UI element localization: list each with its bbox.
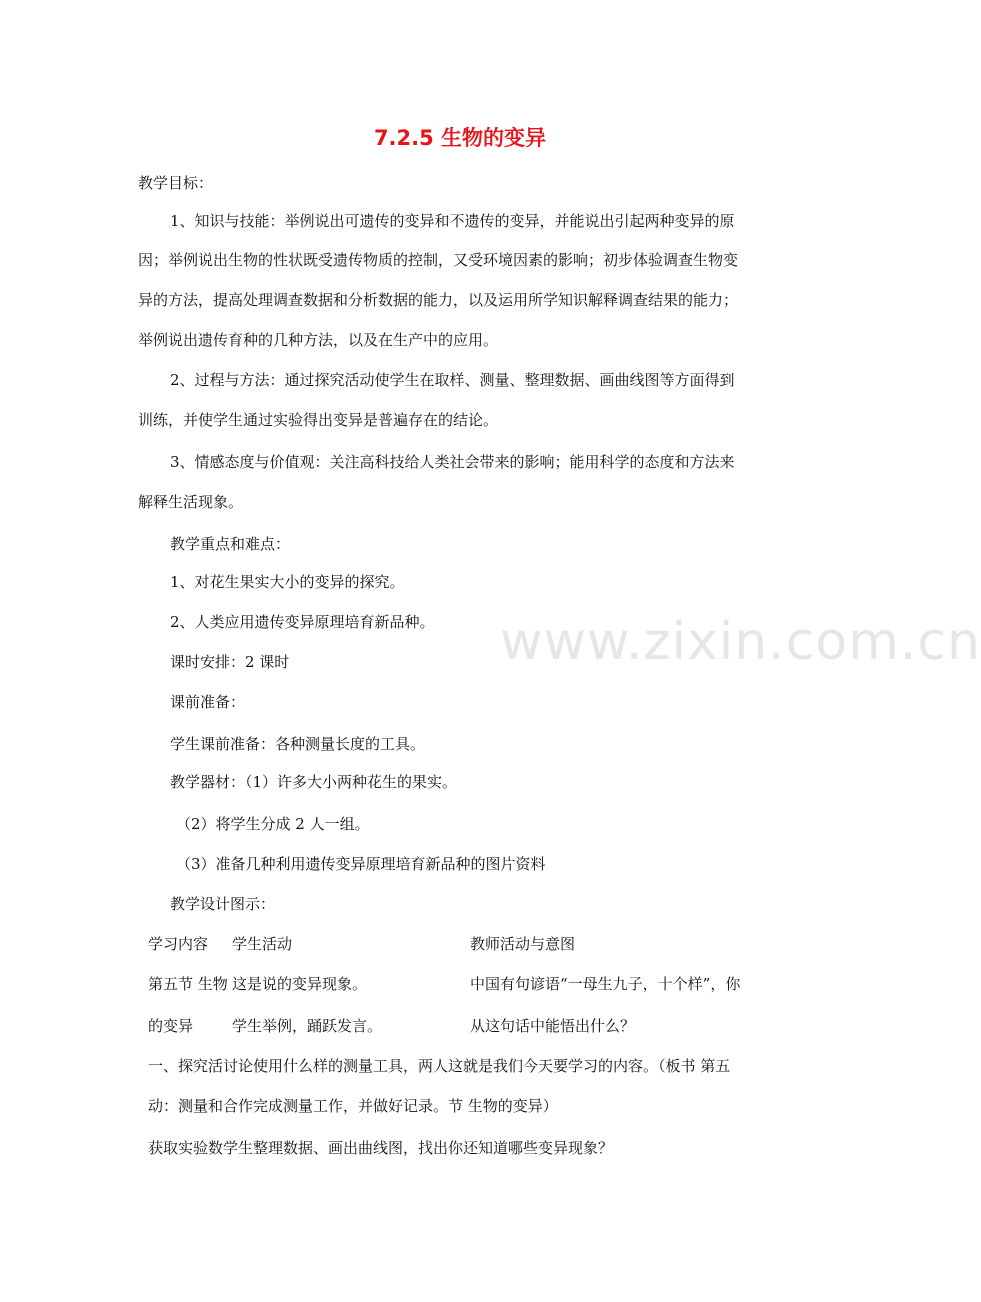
section-heading-key-points: 教学重点和难点：: [170, 535, 291, 553]
paragraph-line: （2）将学生分成 2 人一组。: [176, 815, 370, 833]
list-item: 1、对花生果实大小的变异的探究。: [170, 573, 405, 591]
section-heading-objectives: 教学目标：: [138, 174, 214, 192]
table-cell: 这是说的变异现象。: [232, 975, 368, 993]
table-header-cell: 学习内容: [148, 935, 209, 953]
table-cell: 从这句话中能悟出什么？: [470, 1017, 636, 1035]
paragraph-line: 异的方法，提高处理调查数据和分析数据的能力，以及运用所学知识解释调查结果的能力；: [138, 291, 739, 309]
schedule-line: 课时安排：2 课时: [170, 653, 290, 671]
paragraph-line: 举例说出遗传育种的几种方法，以及在生产中的应用。: [138, 331, 499, 349]
table-header-cell: 教师活动与意图: [470, 935, 576, 953]
section-heading-preparation: 课前准备：: [170, 693, 246, 711]
document-title: 7.2.5 生物的变异: [373, 126, 547, 150]
watermark: www.zixin.com.cn: [500, 612, 981, 672]
paragraph-line: 训练，并使学生通过实验得出变异是普遍存在的结论。: [138, 411, 499, 429]
paragraph-line: 2、过程与方法：通过探究活动使学生在取样、测量、整理数据、画曲线图等方面得到: [170, 371, 735, 389]
paragraph-line: （3）准备几种利用遗传变异原理培育新品种的图片资料: [176, 855, 546, 873]
table-cell: 学生举例，踊跃发言。: [232, 1017, 383, 1035]
paragraph-line: 3、情感态度与价值观：关注高科技给人类社会带来的影响；能用科学的态度和方法来: [170, 453, 735, 471]
paragraph-line: 教学器材：（1）许多大小两种花生的果实。: [170, 773, 458, 791]
paragraph-line: 因；举例说出生物的性状既受遗传物质的控制，又受环境因素的影响；初步体验调查生物变: [138, 251, 739, 269]
paragraph-line: 解释生活现象。: [138, 493, 244, 511]
table-row-text: 动：测量和合作完成测量工作，并做好记录。节 生物的变异）: [148, 1097, 558, 1115]
table-row-text: 获取实验数学生整理数据、画出曲线图，找出你还知道哪些变异现象？: [148, 1139, 614, 1157]
table-cell: 的变异: [148, 1017, 194, 1035]
table-cell: 第五节 生物: [148, 975, 228, 993]
paragraph-line: 学生课前准备：各种测量长度的工具。: [170, 735, 426, 753]
table-header-cell: 学生活动: [232, 935, 293, 953]
table-cell: 中国有句谚语“一母生九子，十个样”，你: [470, 975, 741, 993]
paragraph-line: 1、知识与技能：举例说出可遗传的变异和不遗传的变异，并能说出引起两种变异的原: [170, 212, 735, 230]
section-heading-design: 教学设计图示：: [170, 895, 276, 913]
table-row-text: 一、探究活讨论使用什么样的测量工具，两人这就是我们今天要学习的内容。（板书 第五: [148, 1057, 731, 1075]
list-item: 2、人类应用遗传变异原理培育新品种。: [170, 613, 435, 631]
